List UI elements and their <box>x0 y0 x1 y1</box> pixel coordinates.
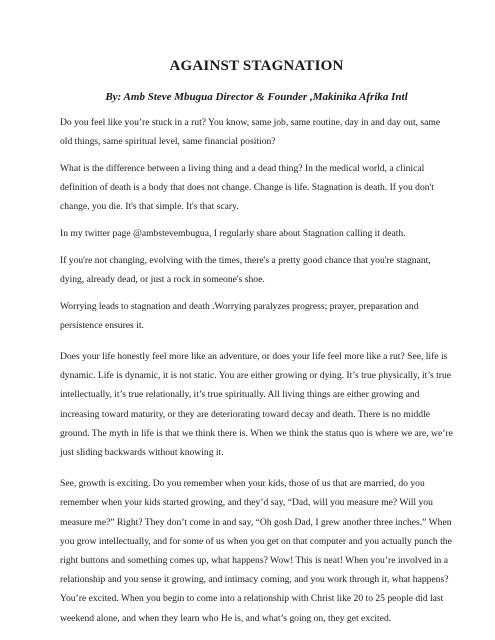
paragraph-twitter: In my twitter page @ambstevembugua, I regularly share about Stagnation calling it death. <box>60 228 406 239</box>
paragraph-worrying: Worrying leads to stagnation and death .Worrying paralyzes progress; prayer, preparation and persistence ensures it. <box>60 301 419 331</box>
paragraph-stuck-in-rut: Do you feel like you’re stuck in a rut? You know, same job, same routine, day in and day out, same old things, same spiritual level, same financial position? <box>60 117 441 147</box>
paragraph-living-vs-dead: What is the difference between a living thing and a dead thing? In the medical world, a clinical definition of death is a body that does not change. Change is life. Stagnation is death. If you don't change, you die. It's that simple. It's that scary. <box>60 163 434 212</box>
document-byline: By: Amb Steve Mbugua Director & Founder ,Makinika Afrika Intl <box>105 91 408 103</box>
document-title: AGAINST STAGNATION <box>169 58 344 74</box>
paragraph-growth-exciting: See, growth is exciting. Do you remember when your kids, those of us that are married, do you remember when your kids started growing, and they’d say, “Dad, will you measure me? Will you measure me?” Right? They don’t come in and say, “Oh gosh Dad, I grew another three inches.” When you grow intellectually, and for some of us when you get on that computer and you actually punch the right buttons and something comes up, what happens? Wow! This is neat! When you’re involved in a relationship and you sense it growing, and intimacy coming, and you work through it, what happens? You’re excited. When you begin to come into a relationship with Christ like 20 to 25 people did last weekend alone, and when they learn who He is, and what’s going on, they get excited. <box>60 478 452 624</box>
paragraph-not-changing: If you're not changing, evolving with the times, there's a pretty good chance that you're stagnant, dying, already dead, or just a rock in someone's shoe. <box>60 255 431 285</box>
paragraph-adventure-or-rut: Does your life honestly feel more like an adventure, or does your life feel more like a rut? See, life is dynamic. Life is dynamic, it is not static. You are either growing or dying. It’s true physically, it’s true intellectually, it’s true relationally, it’s true spiritually. All living things are either growing and increasing toward maturity, or they are deteriorating toward decay and death. There is no middle ground. The myth in life is that we think there is. When we think the status quo is where we are, we’re just sliding backwards without knowing it. <box>60 351 453 459</box>
